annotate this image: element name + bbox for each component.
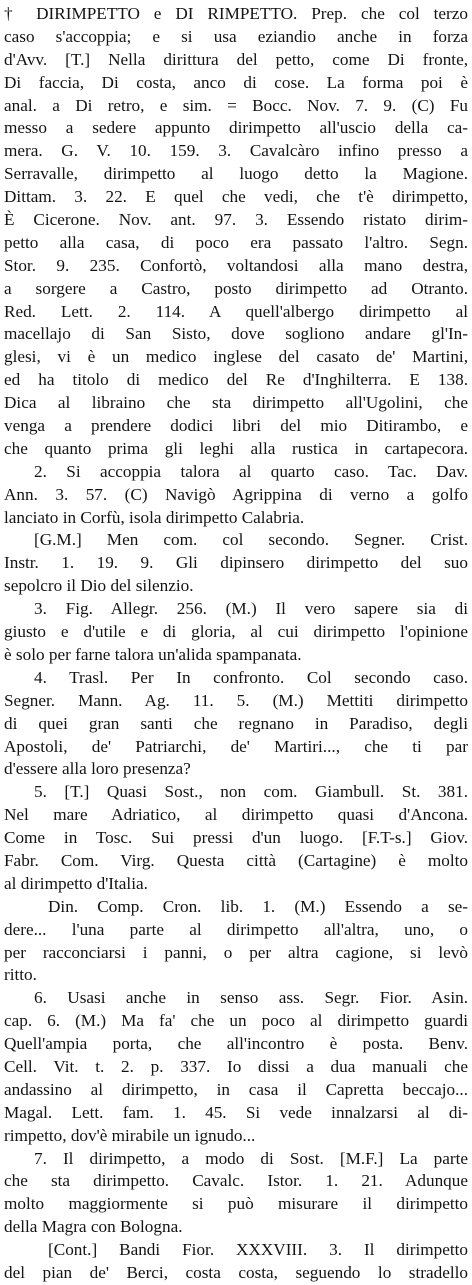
entry-line: glesi, vi è un medico inglese del casato de' Martini, — [4, 347, 468, 367]
entry-line: caso s'accoppia; e si usa eziandio anche in forza — [4, 26, 468, 46]
entry-line: Di faccia, Di costa, anco di cose. La forma poi è — [4, 72, 468, 92]
entry-line: cap. 6. (M.) Ma fa' che un poco al dirimpetto guardi — [4, 1011, 468, 1031]
entry-line: 3. Fig. Allegr. 256. (M.) Il vero sapere sia di — [34, 599, 468, 619]
entry-line: ed ha titolo di medico del Re d'Inghilterra. E 138. — [4, 370, 468, 390]
entry-line: [Cont.] Bandi Fior. XXXVIII. 3. Il dirimpetto — [48, 1240, 468, 1260]
entry-line: Nel mare Adriatico, al dirimpetto quasi d'Ancona. — [4, 805, 468, 825]
entry-line: Dica al libraino che sta dirimpetto all'Ugolini, che — [4, 393, 468, 413]
entry-line: anal. a Di retro, e sim. = Bocc. Nov. 7. 9. (C) Fu — [4, 95, 468, 115]
entry-line: di quei gran santi che regnano in Paradiso, degli — [4, 713, 468, 733]
entry-line: 2. Si accoppia talora al quarto caso. Tac. Dav. — [34, 461, 468, 481]
entry-line: Magal. Lett. fam. 1. 45. Si vede innalzarsi al di- — [4, 1102, 468, 1122]
entry-line: macellajo di San Sisto, dove sogliono andare gl'In- — [4, 324, 468, 344]
entry-line: rimpetto, dov'è mirabile un ignudo... — [4, 1125, 256, 1145]
entry-line: ritto. — [4, 965, 37, 985]
entry-line: del pian de' Berci, costa costa, seguendo lo stradello — [4, 1262, 468, 1282]
entry-line: Instr. 1. 19. 9. Gli dipinsero dirimpetto del suo — [4, 553, 468, 573]
entry-line: Cell. Vit. t. 2. p. 337. Io dissi a dua manuali che — [4, 1056, 468, 1076]
entry-line: Apostoli, de' Patriarchi, de' Martiri..., che ti par — [4, 736, 468, 756]
entry-line: che sta dirimpetto. Cavalc. Istor. 1. 21. Adunque — [4, 1171, 468, 1191]
entry-line: al dirimpetto d'Italia. — [4, 873, 148, 893]
entry-line: della Magra con Bologna. — [4, 1217, 183, 1237]
entry-line: 5. [T.] Quasi Sost., non com. Giambull. St. 381. — [34, 782, 468, 802]
entry-line: Come in Tosc. Sui pressi d'un luogo. [F.T-s.] Giov. — [4, 828, 468, 848]
entry-line: Segner. Mann. Ag. 11. 5. (M.) Mettiti dirimpetto — [4, 690, 468, 710]
entry-line: lanciato in Corfù, isola dirimpetto Calabria. — [4, 507, 305, 527]
entry-line: Ann. 3. 57. (C) Navigò Agrippina di verno a golfo — [4, 484, 468, 504]
entry-line: Fabr. Com. Virg. Questa città (Cartagine) è molto — [4, 850, 468, 870]
entry-line: [G.M.] Men com. col secondo. Segner. Crist. — [34, 530, 468, 550]
entry-line: Dittam. 3. 22. E quel che vedi, che t'è dirimpetto, — [4, 187, 468, 207]
entry-line: È Cicerone. Nov. ant. 97. 3. Essendo ristato dirim- — [4, 210, 468, 230]
entry-line: giusto e d'utile e di gloria, al cui dirimpetto l'opinione — [4, 622, 468, 642]
entry-line: 4. Trasl. Per In confronto. Col secondo caso. — [34, 667, 468, 687]
entry-line: 6. Usasi anche in senso ass. Segr. Fior. Asin. — [34, 988, 468, 1008]
entry-line: a sorgere a Castro, posto dirimpetto ad Otranto. — [4, 278, 468, 298]
entry-line: messo a sedere appunto dirimpetto all'uscio della ca- — [4, 118, 468, 138]
entry-line: sepolcro il Dio del silenzio. — [4, 576, 194, 596]
entry-line: Red. Lett. 2. 114. A quell'albergo dirimpetto al — [4, 301, 468, 321]
entry-line: molto maggiormente si può misurare il dirimpetto — [4, 1194, 468, 1214]
entry-line: Quell'ampia porta, che all'incontro è posta. Benv. — [4, 1034, 468, 1054]
entry-line: petto alla casa, di poco era passato l'altro. Segn. — [4, 232, 468, 252]
entry-line: mera. G. V. 10. 159. 3. Cavalcàro infino presso a — [4, 141, 468, 161]
entry-line: è solo per farne talora un'alida spampanata. — [4, 644, 302, 664]
entry-line: Din. Comp. Cron. lib. 1. (M.) Essendo a se- — [48, 896, 468, 916]
entry-line: dere... l'una parte al dirimpetto all'altra, uno, o — [4, 919, 468, 939]
entry-line: Serravalle, dirimpetto al luogo detto la Magione. — [4, 164, 468, 184]
entry-line: 7. Il dirimpetto, a modo di Sost. [M.F.] La parte — [34, 1148, 468, 1168]
entry-line: per racconciarsi i panni, o per altra cagione, si levò — [4, 942, 468, 962]
entry-line: d'essere alla loro presenza? — [4, 759, 191, 779]
entry-line: andassino al dirimpetto, in casa il Capretta beccajo... — [4, 1079, 468, 1099]
entry-line: † DIRIMPETTO e DI RIMPETTO. Prep. che col terzo — [4, 4, 468, 23]
entry-line: venga a prendere dodici libri del mio Ditirambo, e — [4, 416, 468, 436]
entry-line: che quanto prima gli leghi alla rustica in cartapecora. — [4, 438, 468, 458]
entry-line: Stor. 9. 235. Confortò, voltandosi alla mano destra, — [4, 255, 468, 275]
entry-line: d'Avv. [T.] Nella dirittura del petto, come Di fronte, — [4, 49, 468, 69]
